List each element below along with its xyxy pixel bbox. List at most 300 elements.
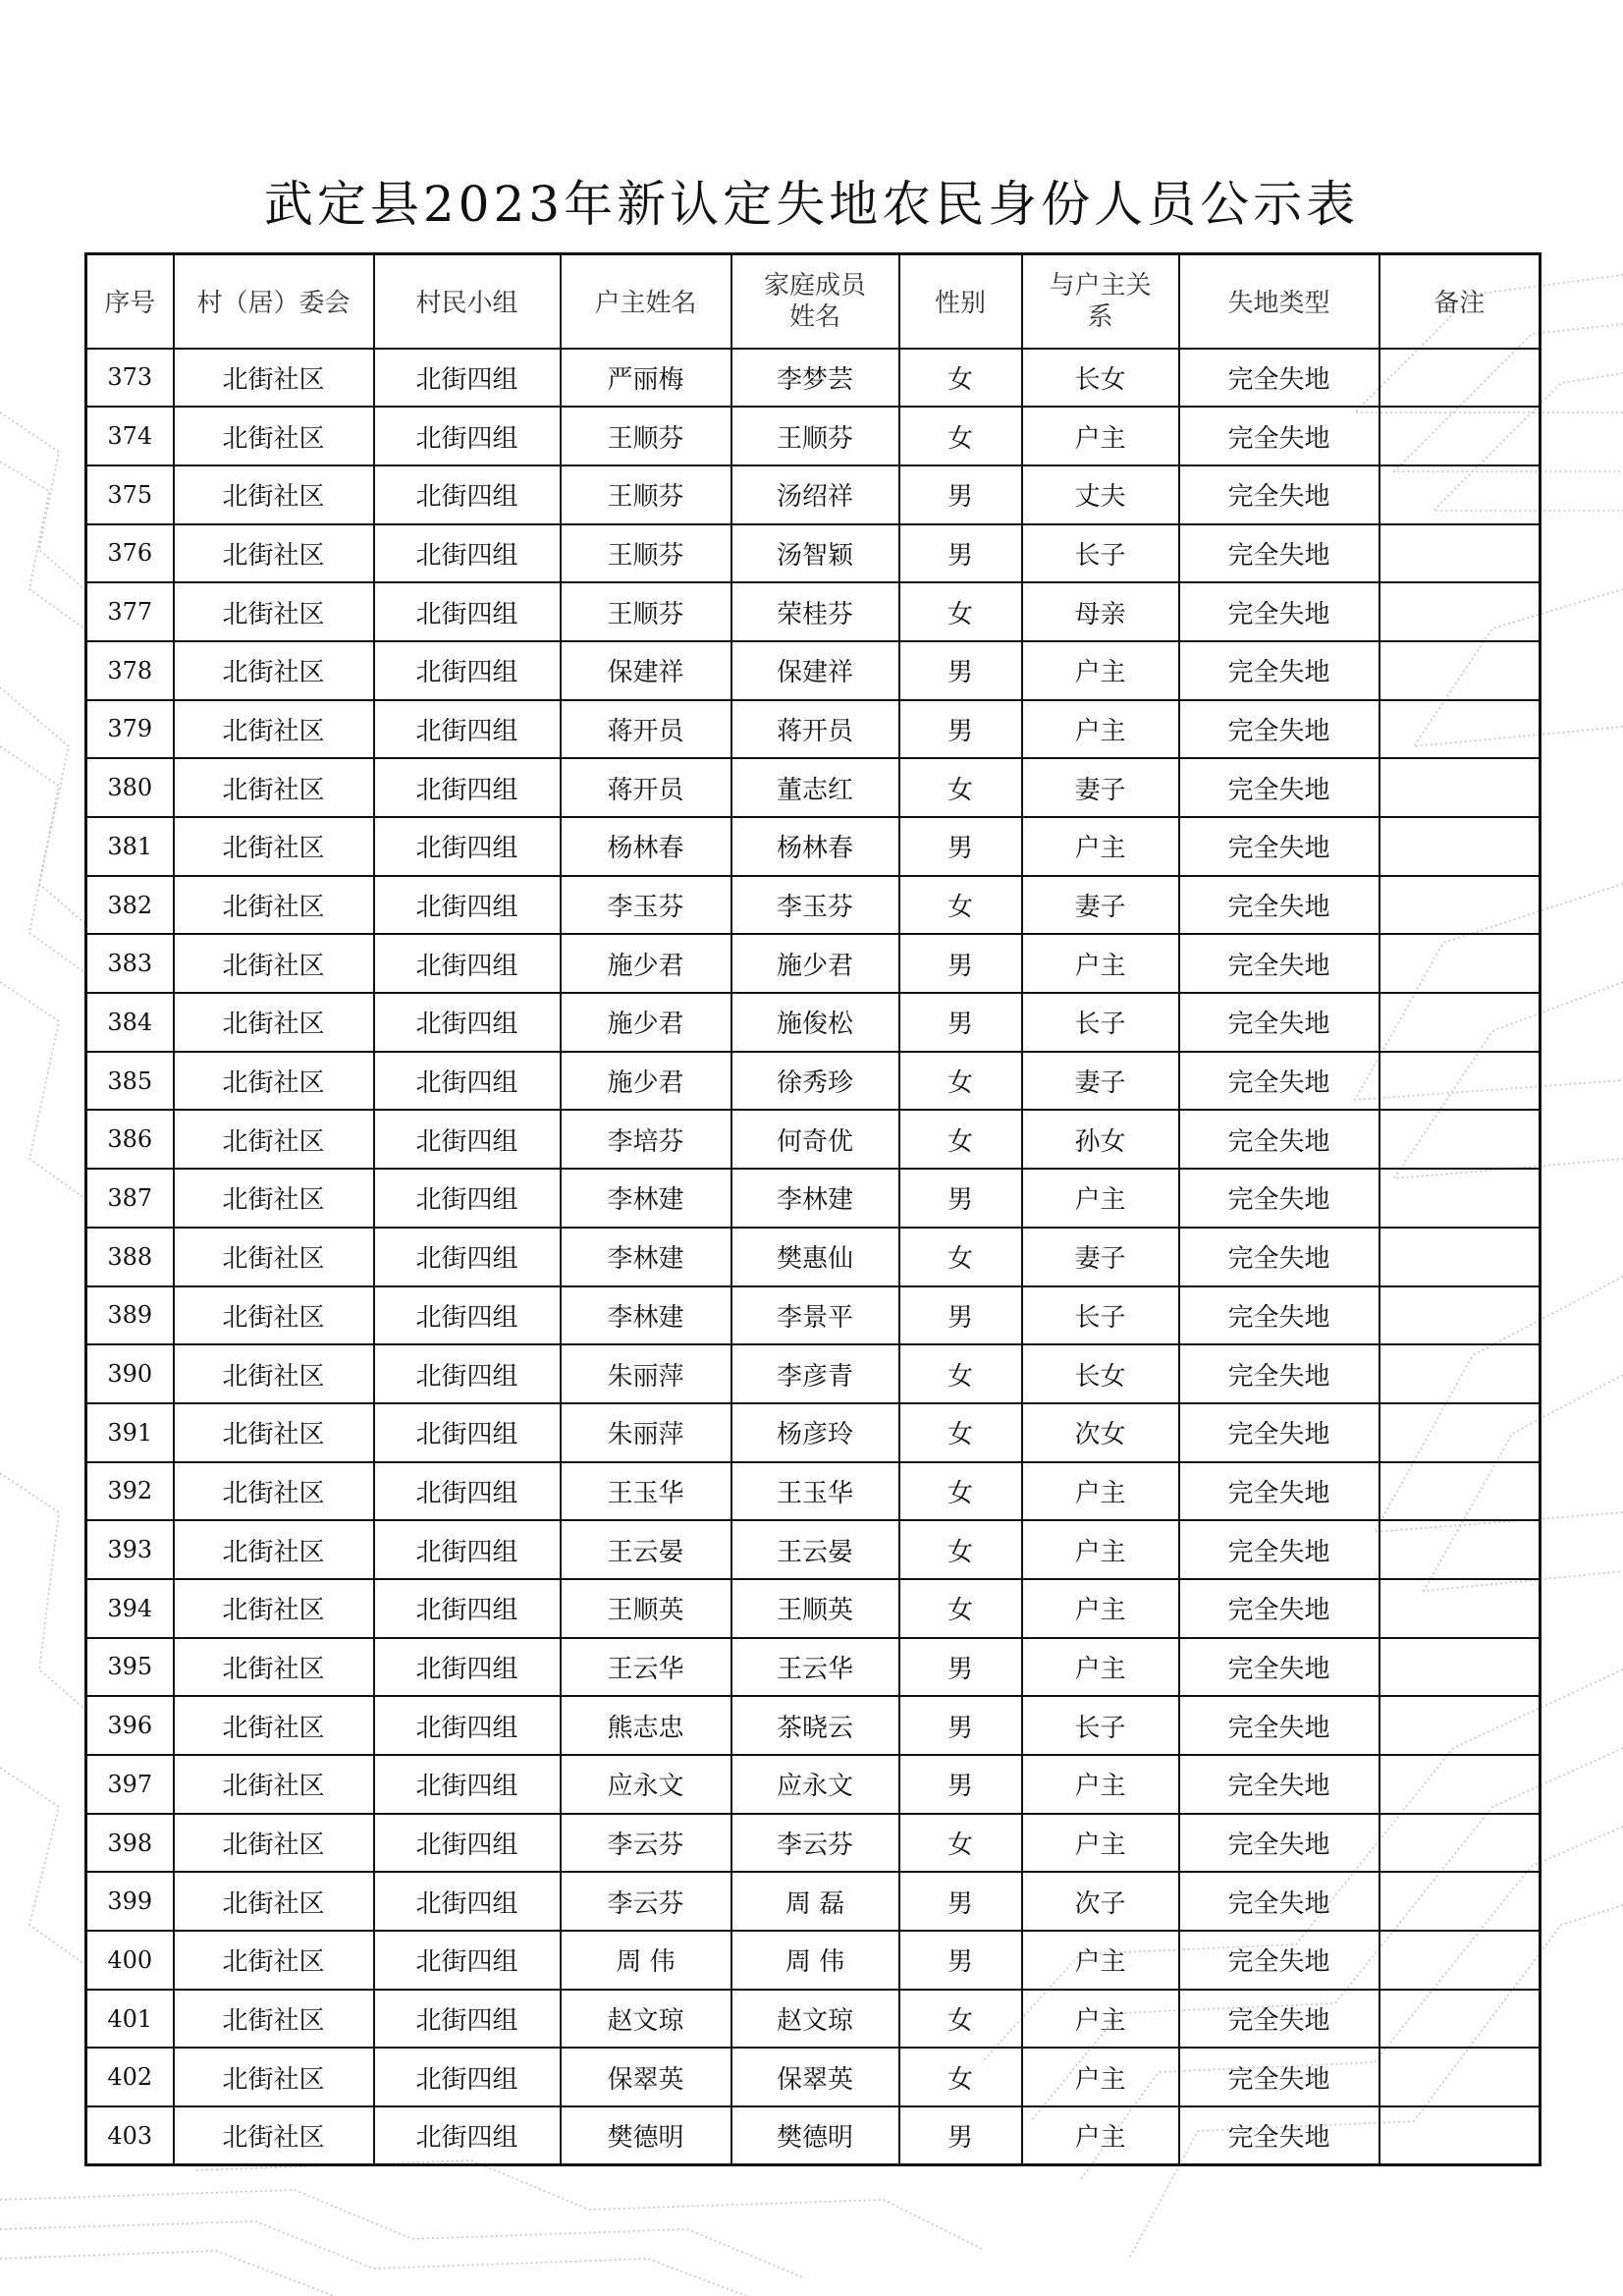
header-householder-name: 户主姓名 (561, 254, 731, 349)
table-row (86, 1872, 1541, 1931)
member-name-cell: 荣桂芬 (731, 582, 899, 641)
header-remarks: 备注 (1380, 254, 1541, 349)
relation-cell: 户主 (1022, 641, 1179, 700)
land-loss-type-cell: 完全失地 (1179, 1344, 1380, 1403)
member-name-cell: 徐秀珍 (731, 1052, 899, 1111)
villager-group-cell: 北街四组 (374, 407, 561, 465)
member-name-cell: 汤智颖 (731, 524, 899, 583)
table-row (86, 876, 1541, 935)
member-name-cell: 汤绍祥 (731, 465, 899, 524)
villager-group-cell: 北街四组 (374, 934, 561, 993)
relation-cell: 母亲 (1022, 582, 1179, 641)
seq-cell: 385 (86, 1052, 174, 1111)
householder-name-cell: 熊志忠 (561, 1696, 731, 1755)
member-name-cell: 樊德明 (731, 2106, 899, 2165)
member-name-cell: 董志红 (731, 758, 899, 817)
seq-cell: 396 (86, 1696, 174, 1755)
gender-cell: 男 (899, 1696, 1022, 1755)
villager-group-cell: 北街四组 (374, 1638, 561, 1697)
village-committee-cell: 北街社区 (174, 1696, 374, 1755)
land-loss-type-cell: 完全失地 (1179, 465, 1380, 524)
member-name-cell: 王玉华 (731, 1462, 899, 1521)
villager-group-cell: 北街四组 (374, 524, 561, 583)
village-committee-cell: 北街社区 (174, 1990, 374, 2049)
remarks-cell (1380, 758, 1541, 817)
householder-name-cell: 樊德明 (561, 2106, 731, 2165)
land-loss-type-cell: 完全失地 (1179, 1931, 1380, 1990)
land-loss-type-cell: 完全失地 (1179, 1696, 1380, 1755)
villager-group-cell: 北街四组 (374, 1462, 561, 1521)
table-row (86, 1228, 1541, 1286)
village-committee-cell: 北街社区 (174, 1579, 374, 1638)
villager-group-cell: 北街四组 (374, 758, 561, 817)
seq-cell: 377 (86, 582, 174, 641)
land-loss-type-cell: 完全失地 (1179, 349, 1380, 408)
gender-cell: 女 (899, 2048, 1022, 2106)
relation-cell: 长子 (1022, 993, 1179, 1052)
member-name-cell: 李景平 (731, 1286, 899, 1345)
villager-group-cell: 北街四组 (374, 1344, 561, 1403)
villager-group-cell: 北街四组 (374, 1110, 561, 1169)
relation-cell: 户主 (1022, 1169, 1179, 1228)
householder-name-cell: 蒋开员 (561, 700, 731, 759)
village-committee-cell: 北街社区 (174, 1169, 374, 1228)
householder-name-cell: 施少君 (561, 1052, 731, 1111)
seq-cell: 380 (86, 758, 174, 817)
village-committee-cell: 北街社区 (174, 1814, 374, 1873)
land-loss-type-cell: 完全失地 (1179, 1169, 1380, 1228)
village-committee-cell: 北街社区 (174, 465, 374, 524)
table-row (86, 758, 1541, 817)
village-committee-cell: 北街社区 (174, 876, 374, 935)
remarks-cell (1380, 817, 1541, 876)
relation-cell: 户主 (1022, 1520, 1179, 1579)
villager-group-cell: 北街四组 (374, 1520, 561, 1579)
table-row (86, 1169, 1541, 1228)
gender-cell: 男 (899, 1638, 1022, 1697)
villager-group-cell: 北街四组 (374, 2106, 561, 2165)
relation-cell: 户主 (1022, 700, 1179, 759)
gender-cell: 女 (899, 1579, 1022, 1638)
remarks-cell (1380, 1872, 1541, 1931)
village-committee-cell: 北街社区 (174, 582, 374, 641)
table-row (86, 817, 1541, 876)
remarks-cell (1380, 1110, 1541, 1169)
village-committee-cell: 北街社区 (174, 2106, 374, 2165)
villager-group-cell: 北街四组 (374, 1286, 561, 1345)
householder-name-cell: 李林建 (561, 1286, 731, 1345)
householder-name-cell: 李培芬 (561, 1110, 731, 1169)
table-header-row (86, 254, 1541, 349)
householder-name-cell: 王玉华 (561, 1462, 731, 1521)
header-villager-group: 村民小组 (374, 254, 561, 349)
table-row (86, 1696, 1541, 1755)
table-row (86, 1403, 1541, 1462)
householder-name-cell: 保翠英 (561, 2048, 731, 2106)
householder-name-cell: 周 伟 (561, 1931, 731, 1990)
householder-name-cell: 严丽梅 (561, 349, 731, 408)
remarks-cell (1380, 993, 1541, 1052)
gender-cell: 男 (899, 817, 1022, 876)
village-committee-cell: 北街社区 (174, 1110, 374, 1169)
gender-cell: 男 (899, 2106, 1022, 2165)
seq-cell: 383 (86, 934, 174, 993)
table-row (86, 934, 1541, 993)
remarks-cell (1380, 1696, 1541, 1755)
gender-cell: 男 (899, 1286, 1022, 1345)
land-loss-type-cell: 完全失地 (1179, 2048, 1380, 2106)
table-row (86, 1110, 1541, 1169)
gender-cell: 女 (899, 1462, 1022, 1521)
villager-group-cell: 北街四组 (374, 2048, 561, 2106)
table-row (86, 1286, 1541, 1345)
remarks-cell (1380, 1228, 1541, 1286)
land-loss-type-cell: 完全失地 (1179, 1403, 1380, 1462)
village-committee-cell: 北街社区 (174, 993, 374, 1052)
villager-group-cell: 北街四组 (374, 993, 561, 1052)
householder-name-cell: 朱丽萍 (561, 1403, 731, 1462)
gender-cell: 女 (899, 1814, 1022, 1873)
remarks-cell (1380, 876, 1541, 935)
remarks-cell (1380, 1344, 1541, 1403)
member-name-cell: 何奇优 (731, 1110, 899, 1169)
member-name-cell: 李玉芬 (731, 876, 899, 935)
member-name-cell: 杨彦玲 (731, 1403, 899, 1462)
member-name-cell: 王云华 (731, 1638, 899, 1697)
relation-cell: 户主 (1022, 2106, 1179, 2165)
householder-name-cell: 李玉芬 (561, 876, 731, 935)
gender-cell: 女 (899, 876, 1022, 935)
member-name-cell: 蒋开员 (731, 700, 899, 759)
villager-group-cell: 北街四组 (374, 1755, 561, 1814)
relation-cell: 户主 (1022, 1638, 1179, 1697)
relation-cell: 长女 (1022, 349, 1179, 408)
member-name-cell: 李林建 (731, 1169, 899, 1228)
seq-cell: 392 (86, 1462, 174, 1521)
land-loss-type-cell: 完全失地 (1179, 1286, 1380, 1345)
gender-cell: 男 (899, 1931, 1022, 1990)
land-loss-type-cell: 完全失地 (1179, 524, 1380, 583)
householder-name-cell: 王云华 (561, 1638, 731, 1697)
remarks-cell (1380, 349, 1541, 408)
land-loss-type-cell: 完全失地 (1179, 993, 1380, 1052)
householder-name-cell: 施少君 (561, 934, 731, 993)
remarks-cell (1380, 1814, 1541, 1873)
seq-cell: 402 (86, 2048, 174, 2106)
member-name-cell: 赵文琼 (731, 1990, 899, 2049)
header-relation: 与户主关系 (1022, 254, 1179, 349)
villager-group-cell: 北街四组 (374, 1579, 561, 1638)
land-loss-type-cell: 完全失地 (1179, 1814, 1380, 1873)
householder-name-cell: 李云芬 (561, 1872, 731, 1931)
land-loss-type-cell: 完全失地 (1179, 1872, 1380, 1931)
relation-cell: 户主 (1022, 1579, 1179, 1638)
villager-group-cell: 北街四组 (374, 1872, 561, 1931)
header-gender: 性别 (899, 254, 1022, 349)
villager-group-cell: 北街四组 (374, 349, 561, 408)
table-row (86, 2106, 1541, 2165)
header-seq: 序号 (86, 254, 174, 349)
village-committee-cell: 北街社区 (174, 1931, 374, 1990)
remarks-cell (1380, 407, 1541, 465)
householder-name-cell: 应永文 (561, 1755, 731, 1814)
seq-cell: 399 (86, 1872, 174, 1931)
table-row (86, 1755, 1541, 1814)
relation-cell: 长子 (1022, 524, 1179, 583)
seq-cell: 391 (86, 1403, 174, 1462)
member-name-cell: 周 磊 (731, 1872, 899, 1931)
table-row (86, 1990, 1541, 2049)
villager-group-cell: 北街四组 (374, 1696, 561, 1755)
relation-cell: 户主 (1022, 1931, 1179, 1990)
village-committee-cell: 北街社区 (174, 1462, 374, 1521)
villager-group-cell: 北街四组 (374, 1931, 561, 1990)
gender-cell: 男 (899, 1169, 1022, 1228)
land-loss-type-cell: 完全失地 (1179, 1520, 1380, 1579)
seq-cell: 374 (86, 407, 174, 465)
member-name-cell: 王云晏 (731, 1520, 899, 1579)
householder-name-cell: 保建祥 (561, 641, 731, 700)
remarks-cell (1380, 1286, 1541, 1345)
villager-group-cell: 北街四组 (374, 876, 561, 935)
village-committee-cell: 北街社区 (174, 1755, 374, 1814)
seq-cell: 379 (86, 700, 174, 759)
gender-cell: 女 (899, 1228, 1022, 1286)
remarks-cell (1380, 524, 1541, 583)
table-row (86, 1814, 1541, 1873)
relation-cell: 长子 (1022, 1286, 1179, 1345)
householder-name-cell: 赵文琼 (561, 1990, 731, 2049)
remarks-cell (1380, 1169, 1541, 1228)
seq-cell: 403 (86, 2106, 174, 2165)
table-row (86, 700, 1541, 759)
householder-name-cell: 王顺芬 (561, 407, 731, 465)
land-loss-type-cell: 完全失地 (1179, 758, 1380, 817)
gender-cell: 男 (899, 1755, 1022, 1814)
seq-cell: 401 (86, 1990, 174, 2049)
land-loss-type-cell: 完全失地 (1179, 1990, 1380, 2049)
remarks-cell (1380, 1931, 1541, 1990)
table-row (86, 1520, 1541, 1579)
remarks-cell (1380, 465, 1541, 524)
gender-cell: 男 (899, 934, 1022, 993)
gender-cell: 女 (899, 407, 1022, 465)
member-name-cell: 李彦青 (731, 1344, 899, 1403)
table-row (86, 407, 1541, 465)
seq-cell: 382 (86, 876, 174, 935)
village-committee-cell: 北街社区 (174, 758, 374, 817)
relation-cell: 长女 (1022, 1344, 1179, 1403)
table-row (86, 1052, 1541, 1111)
village-committee-cell: 北街社区 (174, 1403, 374, 1462)
table-row (86, 1638, 1541, 1697)
village-committee-cell: 北街社区 (174, 1520, 374, 1579)
land-loss-type-cell: 完全失地 (1179, 2106, 1380, 2165)
land-loss-type-cell: 完全失地 (1179, 1638, 1380, 1697)
remarks-cell (1380, 641, 1541, 700)
gender-cell: 女 (899, 582, 1022, 641)
table-row (86, 1579, 1541, 1638)
member-name-cell: 周 伟 (731, 1931, 899, 1990)
villager-group-cell: 北街四组 (374, 817, 561, 876)
relation-cell: 丈夫 (1022, 465, 1179, 524)
table-row (86, 349, 1541, 408)
land-loss-type-cell: 完全失地 (1179, 1110, 1380, 1169)
relation-cell: 户主 (1022, 1755, 1179, 1814)
village-committee-cell: 北街社区 (174, 817, 374, 876)
seq-cell: 384 (86, 993, 174, 1052)
villager-group-cell: 北街四组 (374, 1228, 561, 1286)
householder-name-cell: 李云芬 (561, 1814, 731, 1873)
remarks-cell (1380, 1052, 1541, 1111)
member-name-cell: 王顺英 (731, 1579, 899, 1638)
gender-cell: 女 (899, 1110, 1022, 1169)
relation-cell: 户主 (1022, 1990, 1179, 2049)
member-name-cell: 李云芬 (731, 1814, 899, 1873)
village-committee-cell: 北街社区 (174, 641, 374, 700)
villager-group-cell: 北街四组 (374, 1052, 561, 1111)
householder-name-cell: 施少君 (561, 993, 731, 1052)
relation-cell: 户主 (1022, 407, 1179, 465)
villager-group-cell: 北街四组 (374, 465, 561, 524)
village-committee-cell: 北街社区 (174, 1344, 374, 1403)
remarks-cell (1380, 1520, 1541, 1579)
villager-group-cell: 北街四组 (374, 641, 561, 700)
table-row (86, 524, 1541, 583)
seq-cell: 386 (86, 1110, 174, 1169)
seq-cell: 387 (86, 1169, 174, 1228)
land-loss-type-cell: 完全失地 (1179, 1462, 1380, 1521)
villager-group-cell: 北街四组 (374, 1169, 561, 1228)
seq-cell: 394 (86, 1579, 174, 1638)
seq-cell: 397 (86, 1755, 174, 1814)
relation-cell: 户主 (1022, 1814, 1179, 1873)
land-loss-type-cell: 完全失地 (1179, 817, 1380, 876)
gender-cell: 男 (899, 1872, 1022, 1931)
gender-cell: 男 (899, 993, 1022, 1052)
villager-group-cell: 北街四组 (374, 1814, 561, 1873)
villager-group-cell: 北街四组 (374, 700, 561, 759)
member-name-cell: 施俊松 (731, 993, 899, 1052)
relation-cell: 长子 (1022, 1696, 1179, 1755)
relation-cell: 妻子 (1022, 1228, 1179, 1286)
seq-cell: 398 (86, 1814, 174, 1873)
table-row (86, 993, 1541, 1052)
villager-group-cell: 北街四组 (374, 582, 561, 641)
householder-name-cell: 王顺芬 (561, 582, 731, 641)
land-loss-type-cell: 完全失地 (1179, 700, 1380, 759)
relation-cell: 户主 (1022, 2048, 1179, 2106)
seq-cell: 390 (86, 1344, 174, 1403)
gender-cell: 女 (899, 1052, 1022, 1111)
seq-cell: 373 (86, 349, 174, 408)
table-row (86, 1344, 1541, 1403)
member-name-cell: 王顺芬 (731, 407, 899, 465)
village-committee-cell: 北街社区 (174, 349, 374, 408)
seq-cell: 378 (86, 641, 174, 700)
villager-group-cell: 北街四组 (374, 1403, 561, 1462)
remarks-cell (1380, 1462, 1541, 1521)
member-name-cell: 李梦芸 (731, 349, 899, 408)
remarks-cell (1380, 1579, 1541, 1638)
land-loss-type-cell: 完全失地 (1179, 1579, 1380, 1638)
member-name-cell: 杨林春 (731, 817, 899, 876)
seq-cell: 381 (86, 817, 174, 876)
relation-cell: 孙女 (1022, 1110, 1179, 1169)
householder-name-cell: 李林建 (561, 1169, 731, 1228)
seq-cell: 375 (86, 465, 174, 524)
relation-cell: 妻子 (1022, 1052, 1179, 1111)
village-committee-cell: 北街社区 (174, 1286, 374, 1345)
table-row (86, 465, 1541, 524)
table-row (86, 1931, 1541, 1990)
remarks-cell (1380, 1638, 1541, 1697)
relation-cell: 户主 (1022, 1462, 1179, 1521)
village-committee-cell: 北街社区 (174, 1638, 374, 1697)
member-name-cell: 应永文 (731, 1755, 899, 1814)
village-committee-cell: 北街社区 (174, 934, 374, 993)
gender-cell: 女 (899, 758, 1022, 817)
member-name-cell: 保翠英 (731, 2048, 899, 2106)
gender-cell: 男 (899, 641, 1022, 700)
householder-name-cell: 王顺芬 (561, 524, 731, 583)
table-body (86, 349, 1541, 2165)
relation-cell: 户主 (1022, 817, 1179, 876)
roster-table (84, 252, 1542, 2166)
village-committee-cell: 北街社区 (174, 2048, 374, 2106)
page-title: 武定县2023年新认定失地农民身份人员公示表 (263, 176, 1360, 233)
relation-cell: 妻子 (1022, 758, 1179, 817)
relation-cell: 妻子 (1022, 876, 1179, 935)
village-committee-cell: 北街社区 (174, 407, 374, 465)
gender-cell: 男 (899, 700, 1022, 759)
relation-cell: 次女 (1022, 1403, 1179, 1462)
seq-cell: 388 (86, 1228, 174, 1286)
remarks-cell (1380, 2106, 1541, 2165)
header-village-committee: 村（居）委会 (174, 254, 374, 349)
gender-cell: 女 (899, 1520, 1022, 1579)
relation-cell: 次子 (1022, 1872, 1179, 1931)
remarks-cell (1380, 700, 1541, 759)
member-name-cell: 茶晓云 (731, 1696, 899, 1755)
remarks-cell (1380, 1403, 1541, 1462)
land-loss-type-cell: 完全失地 (1179, 1228, 1380, 1286)
householder-name-cell: 王顺芬 (561, 465, 731, 524)
seq-cell: 395 (86, 1638, 174, 1697)
seq-cell: 376 (86, 524, 174, 583)
table-row (86, 582, 1541, 641)
village-committee-cell: 北街社区 (174, 1052, 374, 1111)
householder-name-cell: 蒋开员 (561, 758, 731, 817)
village-committee-cell: 北街社区 (174, 1872, 374, 1931)
remarks-cell (1380, 2048, 1541, 2106)
seq-cell: 389 (86, 1286, 174, 1345)
table-row (86, 2048, 1541, 2106)
land-loss-type-cell: 完全失地 (1179, 407, 1380, 465)
householder-name-cell: 王顺英 (561, 1579, 731, 1638)
land-loss-type-cell: 完全失地 (1179, 934, 1380, 993)
gender-cell: 男 (899, 524, 1022, 583)
householder-name-cell: 王云晏 (561, 1520, 731, 1579)
member-name-cell: 施少君 (731, 934, 899, 993)
villager-group-cell: 北街四组 (374, 1990, 561, 2049)
table-row (86, 1462, 1541, 1521)
gender-cell: 女 (899, 1344, 1022, 1403)
householder-name-cell: 朱丽萍 (561, 1344, 731, 1403)
header-member-name: 家庭成员姓名 (731, 254, 899, 349)
land-loss-type-cell: 完全失地 (1179, 1755, 1380, 1814)
village-committee-cell: 北街社区 (174, 524, 374, 583)
